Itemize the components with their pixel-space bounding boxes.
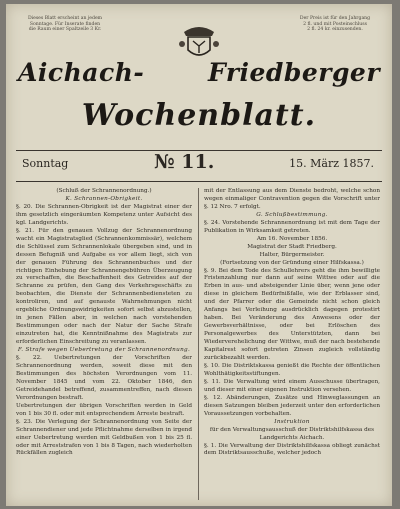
issue-bar [16,150,382,182]
section-heading: K. Schrannen-Obrigkeit. [65,195,143,202]
centered-line: (Fortsetzung von der Gründung einer Hilfskassa.) [220,259,364,266]
right-column [204,188,380,458]
paragraph: §. 1. Die Verwaltung der Distriktshilfskassa obliegt zunächst dem Distriktsausschuße, welcher jedoch [204,442,380,457]
paragraph: Uebertretungen der übrigen Vorschriften werden in Geld von 1 bis 30 fl. oder mit entsprechendem Arreste bestraft. [16,402,192,417]
section-heading: F. Strafe wegen Uebertretung der Schrannenordnung. [17,347,191,354]
note-line: die Raum einer Spaltzeile 3 Kr. [28,27,102,33]
paragraph: mit der Entlassung aus dem Dienste bedroht, welche schon wegen einmaliger Contravention gegen die Vorschrift unter §. 12 Nro. 7 erfolgt. [204,188,380,210]
column-divider [198,188,199,500]
paragraph: §. 23. Die Verlegung der Schrannenordnung von Seite der Schrannendiener und jede Pflichtnahme derselben in irgend einer Uebertretung werden mit Geldbußen von 1 bis 25 fl. oder mit Arreststrafen von 1 bis 8 Tagen, nach wiederholten Rückfällen zugleich [16,418,192,457]
note-line: Der Preis ist für den Jahrgang [299,16,371,21]
newspaper-page [6,4,392,506]
issue-day: Sonntag [22,157,69,170]
paragraph: §. 24. Vorstehende Schrannenordnung ist mit dem Tage der Publikation in Wirksamkeit getreten. [204,219,380,234]
paragraph: §. 21. Für den genauen Vollzug der Schrannenordnung wacht ein Magistratsglied (Schrannenkommissär), welchem die Schlüssel zum Schrannenlokale übergeben sind, und in dessen Befugniß und Aufgabe es vor allem liegt, sich von der genauen Führung des Schrannenbuches und der richtigen Einhebung der Schrannengebühren Überzeugung zu verschaffen, die Beschaffenheit des Getreides auf der Schranne zu prüfen, den Gang des Verkehrsgeschäfts zu beobachten, die Dienste der Schrannenbediensteten zu kontroliren, und auf genauste Wahrnehmungen nicht ergebliche Ordnungswidrigkeiten sofort selbst abzustellen, in jenen Fällen aber, in welchen nach vorstehenden Bestimmungen oder nach der Natur der Sache Strafe einzutreten hat, die Kenntnißnahme des Magistrats zur erforderlichen Einschreitung zu veranlassen. [16,227,192,346]
note-line: Sonntage. Für Inserate finden [29,21,101,27]
issue-number: № 11. [154,151,215,173]
paragraph: §. 12. Abänderungen, Zusätze und Hinweglassungen an diesen Satzungen bleiben jederzeit unter den erforderlichen Voraussetzungen vorbehalten. [204,394,380,417]
centered-line: Am 16. November 1856. [256,235,328,242]
subscription-note [16,16,114,33]
masthead-title-part1: Aichach- [18,58,145,87]
paragraph: §. 20. Die Schrannen-Obrigkeit ist der Magistrat einer der ihm gesetzlich eingeräumten Kompetenz unter Aufsicht des kgl. Landgerichts. [16,203,192,226]
note-line: 2 fl. und mit Posteinschluss [303,21,367,27]
note-line: Dieses Blatt erscheint an jedem [27,16,103,21]
issue-date: 15. März 1857. [289,157,374,170]
left-column [16,188,192,458]
centered-line: (Schluß der Schrannenordnung.) [56,188,152,194]
paragraph: §. 10. Die Distriktskassa genießt die Rechte der öffentlichen Wohlthätigkeitsstiftungen. [204,362,380,377]
price-note [286,16,384,33]
coat-of-arms-icon [176,22,222,62]
centered-line: für den Verwaltungsausschuß der Distriktshilfskassa des Landgerichts Aichach. [209,426,375,441]
section-heading: Instruktion [274,418,310,425]
centered-line: Halter, Bürgermeister. [259,251,325,258]
paragraph: §. 9. Bei dem Tode des Schullehrers geht die ihm bewilligte Fristenzahlung nur dann auf seine Wittwe oder auf die Erben in aus- und absteigender Linie über, wenn jene oder diese in gleichem Bedürfnißfalle, wie der Erblasser sind, und der Pfarrer oder die Gemeinde nicht schon gleich Anfangs bei Verleihung ausdrücklich dagegen protestirt haben. Bei Veränderung des Anwesens oder der Gewerbsverhältnisse, oder bei Erlöschen des Personalgewerbes des Unterstützten, dann bei Wiederverehelichung der Wittwe, muß der nach bestehende Kapitalrest sofort getreten Zinsen zugleich vollständig zurückbezahlt werden. [204,267,380,362]
paragraph: §. 22. Uebertretungen der Vorschriften der Schrannenordnung werden, soweit diese mit den Bestimmungen des höchsten Verordnungen vom 11. November 1845 und vom 22. Oktober 1846, den Getreidehandel betreffend, zusammentreffen, nach diesen Verordnungen bestraft. [16,355,192,401]
masthead-subtitle: Wochenblatt. [81,98,317,133]
note-line: 2 fl. 24 kr. einzusenden. [307,27,363,33]
section-heading: G. Schlußbestimmung. [256,211,328,218]
masthead-title-part2: Friedberger [208,58,380,87]
paragraph: §. 11. Die Verwaltung wird einem Ausschusse übertragen, und dieser mit einer eigenen Instruktion versehen. [204,378,380,393]
centered-line: Magistrat der Stadt Friedberg. [247,243,337,250]
